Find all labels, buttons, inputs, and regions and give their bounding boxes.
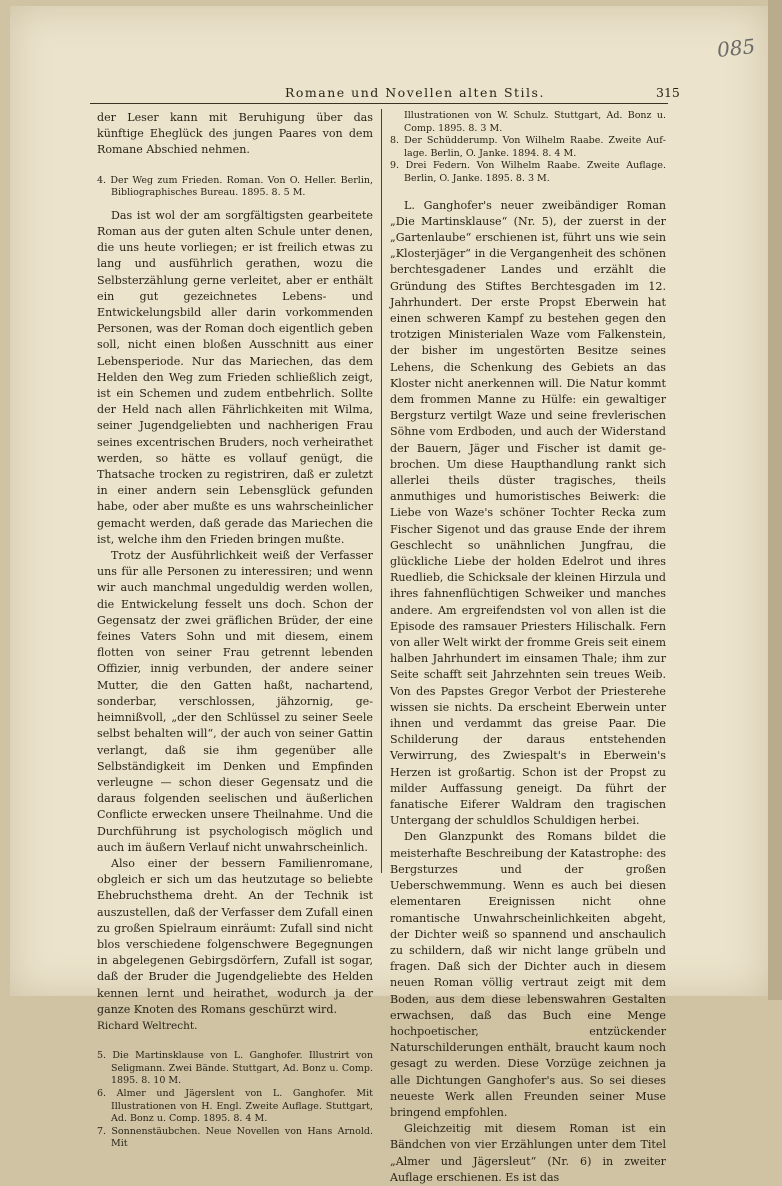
- bibliography-entry-4: 4. Der Weg zum Frieden. Roman. Von O. Heller. Berlin, Bibliographisches Bureau. 1895. 8. 5 M.: [97, 174, 373, 199]
- header-rule: [90, 103, 668, 104]
- top-paragraph: der Leser kann mit Beruhigung über das künftige Eheglück des jungen Paares von dem Romane Abschied nehmen.: [97, 111, 373, 157]
- bibliography-entry-6: 6. Almer und Jägerslent von L. Ganghofer. Mit Illustrationen von H. Engl. Zweite Auflage. Stuttgart, Ad. Bonz u. Comp. 1895. 8. 4 M.: [97, 1087, 373, 1125]
- running-title: Romane und Novellen alten Stils.: [285, 85, 545, 100]
- book-page: [10, 6, 768, 1184]
- review-paragraph: Das ist wol der am sorgfältigsten gearbeitete Roman aus der guten alten Schule unter denen, die uns heute vorliegen; er ist freilich etwas zu lang und ausführlich gerathen, wozu die Selbsterzählung gerne verleitet, aber er enthält ein gut gezeichnetes Lebens- und Entwickelungsbild aller darin vorkommenden Personen, was der Roman doch eigentlich geben soll, nicht einen bloßen Ausschnitt aus einer Lebensperiode. Nur das Mariechen, das dem Helden den Weg zum Frieden schließlich zeigt, ist ein Schemen und zudem entbehrlich. Sollte der Held nach allen Fährlichkeiten mit Wilma, seiner Jugendgeliebten und nachherigen Frau seines excentrischen Bruders, noch verheirathet werden, so hätte es vollauf genügt, die Thatsache trocken zu registriren, daß er zuletzt in einer andern sein Lebensglück gefunden habe, oder aber mußte es uns wahrscheinlicher gemacht werden, daß gerade das Mariechen die ist, welche ihm den Frieden bringen mußte.: [97, 208, 373, 546]
- review-paragraph: Trotz der Ausführlichkeit weiß der Verfasser uns für alle Personen zu interessiren; und wenn wir auch manchmal ungeduldig werden wollen, die Entwickelung fesselt uns doch. Schon der Gegensatz der zwei gräflichen Brüder, der eine feines Vaters Sohn und mit diesem, einem flotten von seiner Frau getrennt lebenden Offizier, innig verbunden, der andere seiner Mutter, die den Gatten haßt, nachartend, sonderbar, verschlossen, jähzornig, geheimnißvoll, „der den Schlüssel zu seiner Seele selbst behalten will“, der auch von seiner Gattin verlangt, daß sie ihm gegenüber alle Selbständigkeit im Denken und Empfinden verleugne — schon dieser Gegensatz und die daraus folgenden seelischen und äußerlichen Conflicte erwecken unsere Theilnahme. Und die Durchführung ist psychologisch möglich und auch im äußern Verlauf nicht unwahrscheinlich.: [97, 549, 373, 854]
- review-paragraph: L. Ganghofer's neuer zweibändiger Roman „Die Martinsklause“ (Nr. 5), der zuerst in der „Gartenlaube“ erschienen ist, führt uns wie sein „Klosterjäger“ in die Vergangenheit des schönen berchtesgadener Landes und erzählt die Gründung des Stiftes Berchtesgaden im 12. Jahrhundert. Der erste Propst Eberwein hat einen schweren Kampf zu bestehen gegen den trotzigen Ministerialen Waze vom Falkenstein, der bisher im ungestörten Besitze seines Lehens, die Schenkung des Gebiets an das Kloster nicht anerkennen will. Die Natur kommt dem frommen Manne zu Hülfe: ein gewaltiger Bergsturz vertilgt Waze und seine frevlerischen Söhne vom Erdboden, und auch der Widerstand der Bauern, Jäger und Fischer ist damit gebrochen. Um diese Haupthandlung rankt sich allerlei theils düster tragisches, theils anmuthiges und humoristisches Beiwerk: die Liebe von Waze's schöner Tochter Recka zum Fischer Sigenot und das grause Ende der ihrem Geschlecht so unähnlichen Jungfrau, die glückliche Liebe der holden Edelrot und ihres Ruedlieb, die Schicksale der kleinen Hirzula und ihres fahnenflüchtigen Schweiker und manches andere. Am ergreifendsten vol von allen ist die Episode des ramsauer Priesters Hilischalk. Fern von aller Welt wirkt der fromme Greis seit einem halben Jahrhundert im einsamen Thale; ihm zur Seite schafft seit Jahrzehnten sein treues Weib. Von des Papstes Gregor Verbot der Priesterehe wissen sie nichts. Da erscheint Eberwein unter ihnen und verdammt das greise Paar. Die Schilderung der daraus entstehenden Verwirrung, des Zwiespalt's in Eberwein's Herzen ist großartig. Schon ist der Propst zu milder Auffassung geneigt. Da führt der fanatische Eiferer Waldram den tragischen Untergang der schuldlos Schuldigen herbei.: [390, 198, 666, 828]
- column-divider: [381, 109, 382, 873]
- bibliography-entry-7-continued: Illustrationen von W. Schulz. Stuttgart, Ad. Bonz u. Comp. 1895. 8. 3 M.: [404, 110, 666, 134]
- handwritten-page-mark: 085: [715, 34, 757, 62]
- page-number: 315: [656, 85, 680, 100]
- bibliography-entry-8: 8. Der Schüdderump. Von Wilhelm Raabe. Zweite Auflage. Berlin, O. Janke. 1894. 8. 4 M.: [390, 135, 666, 159]
- bibliography-entry-5: 5. Die Martinsklause von L. Ganghofer. Illustrirt von Seligmann. Zwei Bände. Stuttgart, Ad. Bonz u. Comp. 1895. 8. 10 M.: [97, 1050, 373, 1087]
- review-paragraph: Den Glanzpunkt des Romans bildet die meisterhafte Beschreibung der Katastrophe: des Bergsturzes und der großen Ueberschwemmung. Wenn es auch bei diesen elementaren Ereignissen nicht ohne romantische Unwahrscheinlichkeiten abgeht, der Dichter weiß so spannend und anschaulich zu schildern, daß wir nicht lange grübeln und fragen. Daß sich der Dichter auch in diesem neuen Roman völlig vertraut zeigt mit dem Boden, aus dem diese lebenswahren Gestalten erwachsen, daß das Buch eine Menge hochpoetischer, entzückender Naturschilderungen enthält, braucht kaum noch gesagt zu werden. Diese Vorzüge zeichnen ja alle Dichtungen Ganghofer's aus. So sei dieses neueste Werk allen Freunden seiner Muse bringend empfohlen.: [390, 830, 666, 1119]
- review-paragraph: Also einer der bessern Familienromane, obgleich er sich um das heutzutage so beliebte Ehebruchsthema dreht. An der Technik ist auszustellen, daß der Verfasser dem Zufall einen zu großen Spielraum einräumt: Zufall sind nicht blos verschiedene folgenschwere Begegnungen in abgelegenen Gebirgsdörfern, Zufall ist sogar, daß der Bruder die Jugendgeliebte des Helden kennen lernt und heirathet, wodurch ja der ganze Knoten des Romans geschürzt wird.: [97, 856, 373, 1016]
- left-column: [97, 110, 373, 1151]
- reviewer-signature: Richard Weltrecht.: [97, 1019, 198, 1032]
- page-edge: [768, 0, 782, 1000]
- right-column: [390, 110, 666, 1186]
- bibliography-entry-7: 7. Sonnenstäubchen. Neue Novellen von Hans Arnold. Mit: [97, 1125, 373, 1150]
- review-paragraph: Gleichzeitig mit diesem Roman ist ein Bändchen von vier Erzählungen unter dem Titel „Almer und Jägersleut“ (Nr. 6) in zweiter Auflage erschienen. Es ist das: [390, 1122, 666, 1184]
- bibliography-entry-9: 9. Drei Federn. Von Wilhelm Raabe. Zweite Auflage. Berlin, O. Janke. 1895. 8. 3 M.: [390, 160, 666, 184]
